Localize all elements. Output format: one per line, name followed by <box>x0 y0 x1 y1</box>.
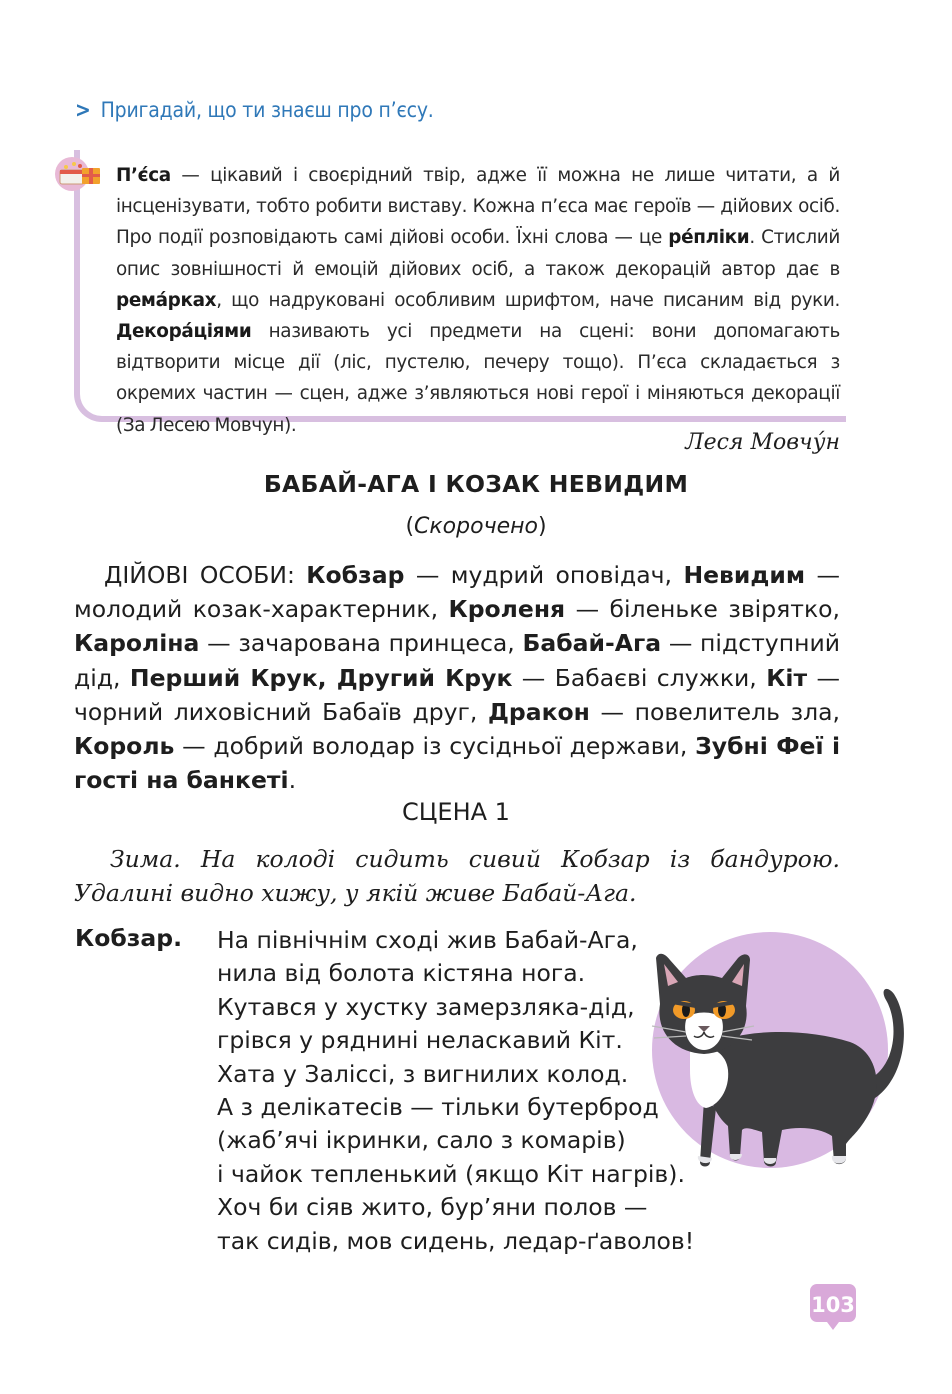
cat-illustration <box>650 930 940 1180</box>
characters-text: — зачарована принцеса, <box>199 629 523 658</box>
author-name: Леся Мовчу́н <box>685 430 840 455</box>
info-text: називають усі предмети на сцені: вони допомагають відтворити місце дії (ліс, пустелю, печеру тощо). П’єса складається з окремих частин — сцен, адже з’являються нові герої і міняються декорації (За Лесею Мовчун). <box>116 321 840 436</box>
info-term: П’є́са <box>116 165 171 186</box>
play-subtitle <box>0 514 952 539</box>
reminder-line <box>75 98 434 122</box>
characters-text: . <box>288 766 297 795</box>
characters-text: — чорний лиховісний Бабаїв друг, <box>74 663 840 726</box>
remark-text: Зима. На колоді сидить сивий Кобзар із бандурою. Удалині видно хижу, у якій живе Бабай-Ага. <box>74 845 840 907</box>
characters-paragraph <box>74 558 840 797</box>
characters-text: — Бабаєві служки, <box>512 663 767 692</box>
characters-text: — добрий володар із сусідньої держави, <box>174 732 696 761</box>
verse-line: Кутався у хустку замерзляка-дід, <box>217 992 635 1021</box>
play-title: БАБАЙ-АГА І КОЗАК НЕВИДИМ <box>263 470 689 498</box>
subtitle-close: ) <box>537 514 547 539</box>
info-term: рема́рках <box>116 289 217 311</box>
gift-icon <box>52 152 106 192</box>
info-text: — цікавий і своєрідний твір, адже її можна не лише читати, а й інсценізувати, тобто робити виставу. Кожна п’єса має героїв — дійових осіб. Про події розповідають самі дійові особи. Їхні слова — це <box>116 165 840 249</box>
verse-line: Хоч би сіяв жито, бур’яни полов — <box>217 1193 648 1222</box>
info-paragraph <box>116 160 840 441</box>
characters-text: — молодий козак-характерник, <box>74 561 840 624</box>
characters-term: Перший Крук, Другий Крук <box>129 663 513 692</box>
verse-line: На північнім сході жив Бабай-Ага, <box>217 926 638 954</box>
characters-text: — мудрий оповідач, <box>404 561 684 589</box>
characters-term: Дракон <box>487 697 590 726</box>
verse-line: Хата у Заліссі, з вигнилих колод. <box>217 1059 629 1088</box>
verse-line: (жаб’ячі ікринки, сало з комарів) <box>217 1126 626 1155</box>
info-text: . Стислий опис зовнішності й емоцій дійових осіб, а також декорацій автор дає в <box>116 227 840 280</box>
characters-term: Кароліна <box>74 629 200 658</box>
characters-text: — повелитель зла, <box>589 697 840 726</box>
info-text: , що надруковані особливим шрифтом, наче писаним від руки. <box>216 289 840 311</box>
characters-text: — підступний дід, <box>74 629 840 692</box>
characters-term: Кроленя <box>448 595 566 624</box>
characters-term: Бабай-Ага <box>522 629 662 658</box>
characters-list <box>74 558 840 797</box>
characters-term: Кіт <box>766 663 808 692</box>
characters-term: Зубні Феї і гості на банкеті <box>74 732 840 795</box>
subtitle-text: Скорочено <box>414 514 538 539</box>
speaker-name: Кобзар. <box>75 924 183 952</box>
characters-term: Невидим <box>683 561 806 589</box>
characters-text: — біленьке звірятко, <box>565 595 840 624</box>
characters-term: Кобзар <box>306 561 405 589</box>
verse-line: так сидів, мов сидень, ледар-ґаволов! <box>217 1226 695 1255</box>
chevron-right-icon: > <box>75 98 91 122</box>
characters-term: Король <box>74 732 175 761</box>
info-term: Декора́ціями <box>116 321 252 343</box>
verse-block <box>217 924 694 1258</box>
subtitle-open: ( <box>405 514 415 539</box>
stage-remark <box>74 842 840 910</box>
page-number-badge <box>808 1282 858 1332</box>
verse-line: А з делікатесів — тільки бутерброд <box>217 1093 659 1122</box>
verse-line: грівся у ряднині неласкавий Кіт. <box>217 1026 623 1055</box>
characters-text: ДІЙОВІ ОСОБИ: <box>104 561 307 589</box>
verse-line: і чайок тепленький (якщо Кіт нагрів). <box>217 1159 685 1188</box>
scene-title: СЦЕНА 1 <box>402 798 510 826</box>
verse-line: нила від болота кістяна нога. <box>217 959 586 988</box>
page-number: 103 <box>811 1293 855 1317</box>
reminder-text: Пригадай, що ти знаєш про п’єсу. <box>100 98 434 122</box>
info-term: ре́пліки <box>668 227 750 249</box>
